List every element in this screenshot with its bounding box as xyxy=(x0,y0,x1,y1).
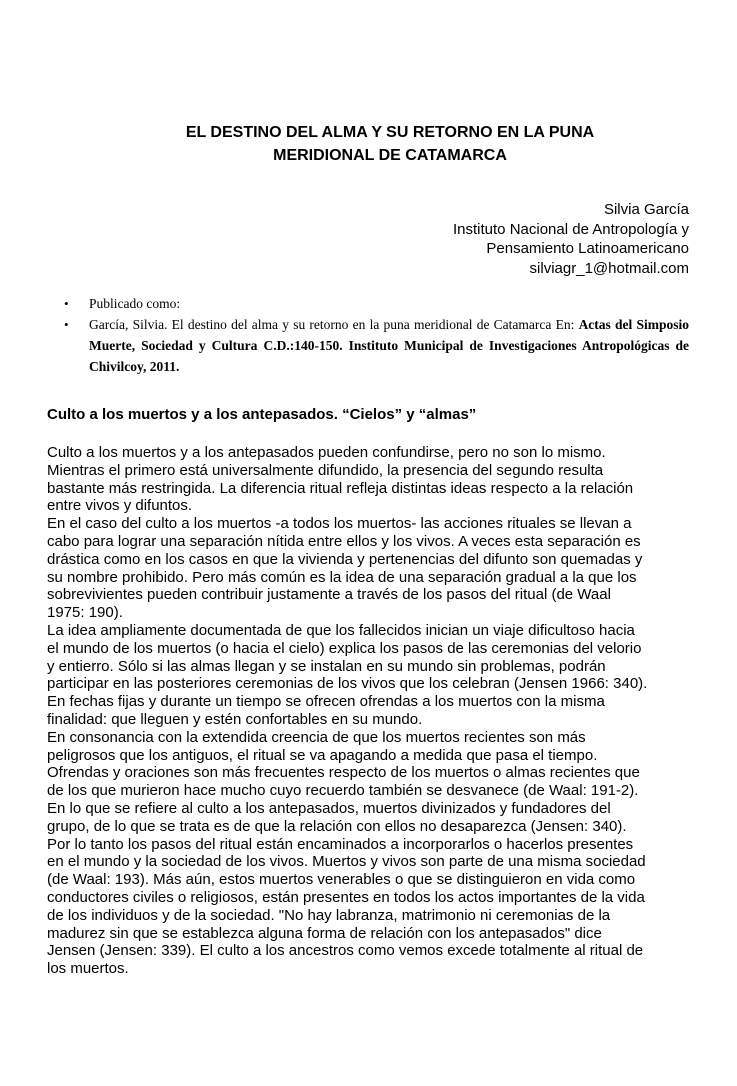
paper-title xyxy=(120,121,660,167)
publication-item-citation xyxy=(47,314,689,377)
paper-title-line-2: MERIDIONAL DE CATAMARCA xyxy=(273,147,507,164)
author-institution-line-2: Pensamiento Latinoamericano xyxy=(486,240,689,257)
paper-title-line-1: EL DESTINO DEL ALMA Y SU RETORNO EN LA PUNA xyxy=(185,124,595,141)
body-text-line: su nombre prohibido. Pero más común es la idea de una separación gradual a la que los xyxy=(47,568,637,586)
body-text xyxy=(47,444,697,978)
author-block xyxy=(453,200,689,278)
body-text-line: Mientras el primero está universalmente difundido, la presencia del segundo resulta xyxy=(47,461,604,479)
body-text-line: entre vivos y difuntos. xyxy=(47,497,193,515)
body-text-line: (de Waal: 193). Más aún, estos muertos venerables o que se distinguieron en vida como xyxy=(47,871,636,889)
publication-list xyxy=(47,293,689,377)
body-text-line: En consonancia con la extendida creencia de que los muertos recientes son más xyxy=(47,728,586,746)
body-text-line: peligrosos que los antiguos, el ritual se va apagando a medida que pasa el tiempo. xyxy=(47,746,598,764)
body-text-line: drástica como en los casos en que la vivienda y pertenencias del difunto son quemadas y xyxy=(47,550,643,568)
citation-text: García, Silvia. El destino del alma y su retorno en la puna meridional de Catamarca En: xyxy=(89,317,579,332)
body-text-line: Ofrendas y oraciones son más frecuentes respecto de los muertos o almas recientes que xyxy=(47,764,640,782)
body-text-line: de los que murieron hace mucho cuyo recuerdo también se desvanece (de Waal: 191-2). xyxy=(47,782,639,800)
citation-source: Actas del Simposio Muerte, Sociedad y Cultura C.D.:140-150. Instituto Municipal de Investigaciones Antropológicas de Chivilcoy, 2011. xyxy=(89,317,690,374)
section-heading: Culto a los muertos y a los antepasados. “Cielos” y “almas” xyxy=(47,406,477,423)
body-text-line: sobrevivientes pueden contribuir justamente a través de los pasos del ritual (de Waal xyxy=(47,586,611,604)
body-text-line: participar en las posteriores ceremonias de los vivos que los celebran (Jensen 1966: 340). xyxy=(47,675,648,693)
body-text-line: bastante más restringida. La diferencia ritual refleja distintas ideas respecto a la relación xyxy=(47,479,634,497)
body-text-line: los muertos. xyxy=(47,960,129,978)
body-text-line: cabo para lograr una separación nítida entre ellos y los vivos. A veces esta separación es xyxy=(47,532,641,550)
body-text-line: Jensen (Jensen: 339). El culto a los ancestros como vemos excede totalmente al ritual de xyxy=(47,942,644,960)
body-text-line: En lo que se refiere al culto a los antepasados, muertos divinizados y fundadores del xyxy=(47,799,611,817)
author-name: Silvia García xyxy=(603,201,689,218)
author-email[interactable]: silviagr_1@hotmail.com xyxy=(529,259,689,277)
body-text-line: de los individuos y de la sociedad. "No hay labranza, matrimonio ni ceremonias de la xyxy=(47,906,611,924)
body-text-line: conductores civiles o religiosos, están presentes en todos los actos importantes de la vida xyxy=(47,888,645,906)
body-text-line: 1975: 190). xyxy=(47,604,123,622)
body-text-line: finalidad: que lleguen y estén confortables en su mundo. xyxy=(47,710,423,728)
body-text-line: Culto a los muertos y a los antepasados pueden confundirse, pero no son lo mismo. xyxy=(47,444,606,461)
body-text-line: En fechas fijas y durante un tiempo se ofrecen ofrendas a los muertos con la misma xyxy=(47,693,605,711)
body-text-line: el mundo de los muertos (o hacia el cielo) explica los pasos de las ceremonias del velorio xyxy=(47,639,642,657)
body-text-line: grupo, de lo que se trata es de que la relación con ellos no desaparezca (Jensen: 340). xyxy=(47,817,627,835)
body-text-line: en el mundo y la sociedad de los vivos. Muertos y vivos son parte de una misma sociedad xyxy=(47,853,646,871)
body-text-line: En el caso del culto a los muertos -a todos los muertos- las acciones rituales se llevan a xyxy=(47,515,632,533)
body-text-line: Por lo tanto los pasos del ritual están encaminados a incorporarlos o hacerlos presentes xyxy=(47,835,634,853)
published-as-label: Publicado como: xyxy=(89,296,181,311)
body-text-line: madurez sin que se establezca alguna forma de relación con los antepasados" dice xyxy=(47,924,602,942)
body-text-line: La idea ampliamente documentada de que los fallecidos inician un viaje dificultoso hacia xyxy=(47,621,635,639)
author-institution-line-1: Instituto Nacional de Antropología y xyxy=(453,220,689,238)
publication-item-published-as xyxy=(47,293,689,314)
body-text-line: y entierro. Sólo si las almas llegan y se instalan en su mundo sin problemas, podrán xyxy=(47,657,606,675)
